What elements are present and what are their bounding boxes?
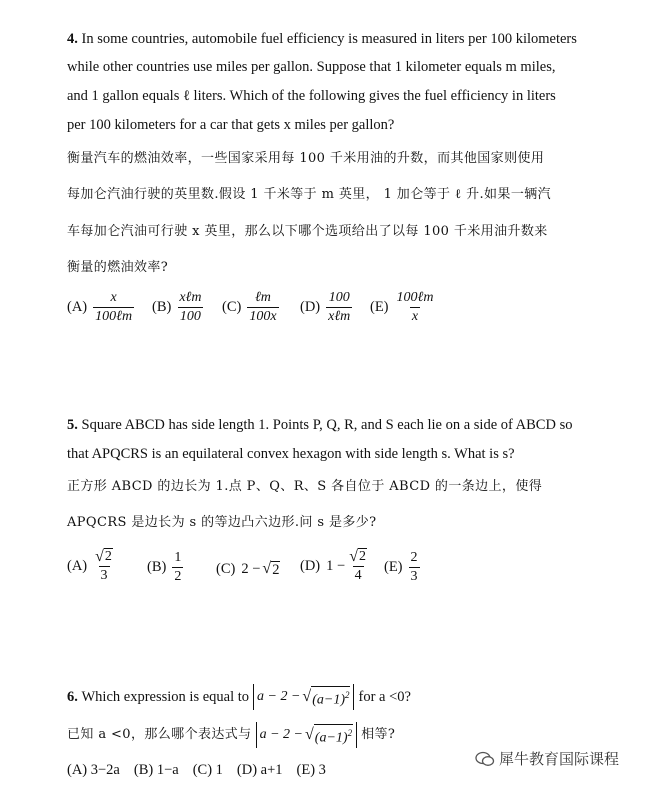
q4-option-e[interactable]: (E) $\frac{\text{100ℓm}}{x}$ — [370, 290, 434, 324]
q6-option-e[interactable]: (E) 3 — [296, 762, 326, 778]
q5-zh-line-1: 正方形 ABCD 的边长为 1.点 P、Q、R、S 各自位于 ABCD 的一条边上，使得 — [67, 479, 543, 494]
q6-zh-line: 已知 a <0，那么哪个表达式与 a − 2 − √ $(a-1)^2$ 相等? — [67, 722, 395, 748]
q6-options — [67, 762, 326, 779]
q5-option-c[interactable]: (C) 2 − √ 2 — [216, 560, 280, 578]
q4-zh-line-2: 每加仑汽油行驶的英里数.假设 1 千米等于 m 英里， 1 加仑等于 ℓ 升.如果一辆汽 — [67, 187, 552, 202]
q5-option-a[interactable]: (A) √ 2 3 — [67, 547, 112, 583]
q4-line-2: while other countries use miles per gallon. Suppose that 1 kilometer equals m miles, — [67, 59, 556, 75]
q4-line-4: per 100 kilometers for a car that gets x miles per gallon? — [67, 117, 395, 133]
q4-zh-line-4: 衡量的燃油效率? — [67, 260, 169, 275]
q4-line-1: 4. In some countries, automobile fuel efficiency is measured in liters per 100 kilometers — [67, 31, 577, 47]
q6-line-1: 6. Which expression is equal to a − 2 − √ $(a-1)^2$ for a <0? — [67, 684, 411, 710]
q5-option-d[interactable]: (D) 1 − √ 2 4 — [300, 547, 366, 583]
q4-option-d[interactable]: (D) $\frac{100}{\text{xℓm}}$ — [300, 290, 351, 324]
q5-option-e[interactable]: (E) $\frac{2}{3}$ — [384, 550, 418, 584]
q5-zh-line-2: APQCRS 是边长为 s 的等边凸六边形.问 s 是多少? — [67, 515, 377, 530]
q6-expression: a − 2 − √ $(a-1)^2$ — [253, 684, 354, 710]
q6-option-c[interactable]: (C) 1 — [192, 762, 223, 778]
q6-option-a[interactable]: (A) 3−2a — [67, 762, 120, 778]
q4-line-3: and 1 gallon equals ℓ liters. Which of the following gives the fuel efficiency in liters — [67, 88, 556, 104]
q5-option-b[interactable]: (B) $\frac{1}{2}$ — [147, 550, 182, 584]
q6-option-b[interactable]: (B) 1−a — [133, 762, 179, 778]
q5-line-1: 5. Square ABCD has side length 1. Points P, Q, R, and S each lie on a side of ABCD so — [67, 417, 573, 433]
q6-option-d[interactable]: (D) a+1 — [236, 762, 283, 778]
q4-option-a[interactable]: (A) $\frac{x}{\text{100ℓm}}$ — [67, 290, 133, 324]
chat-bubble-icon — [475, 751, 495, 767]
q5-line-2: that APQCRS is an equilateral convex hexagon with side length s. What is s? — [67, 446, 515, 462]
q4-zh-line-3: 车每加仑汽油可行驶 x 英里，那么以下哪个选项给出了以每 100 千米用油升数来 — [67, 224, 548, 239]
q4-option-b[interactable]: (B) $\frac{\text{xℓm}}{100}$ — [152, 290, 202, 324]
q6-expression-zh: a − 2 − √ $(a-1)^2$ — [256, 722, 357, 748]
q4-zh-line-1: 衡量汽车的燃油效率，一些国家采用每 100 千米用油的升数，而其他国家则使用 — [67, 151, 545, 166]
q4-option-c[interactable]: (C) $\frac{\text{ℓm}}{100x}$ — [222, 290, 277, 324]
watermark: 犀牛教育国际课程 — [475, 748, 619, 769]
